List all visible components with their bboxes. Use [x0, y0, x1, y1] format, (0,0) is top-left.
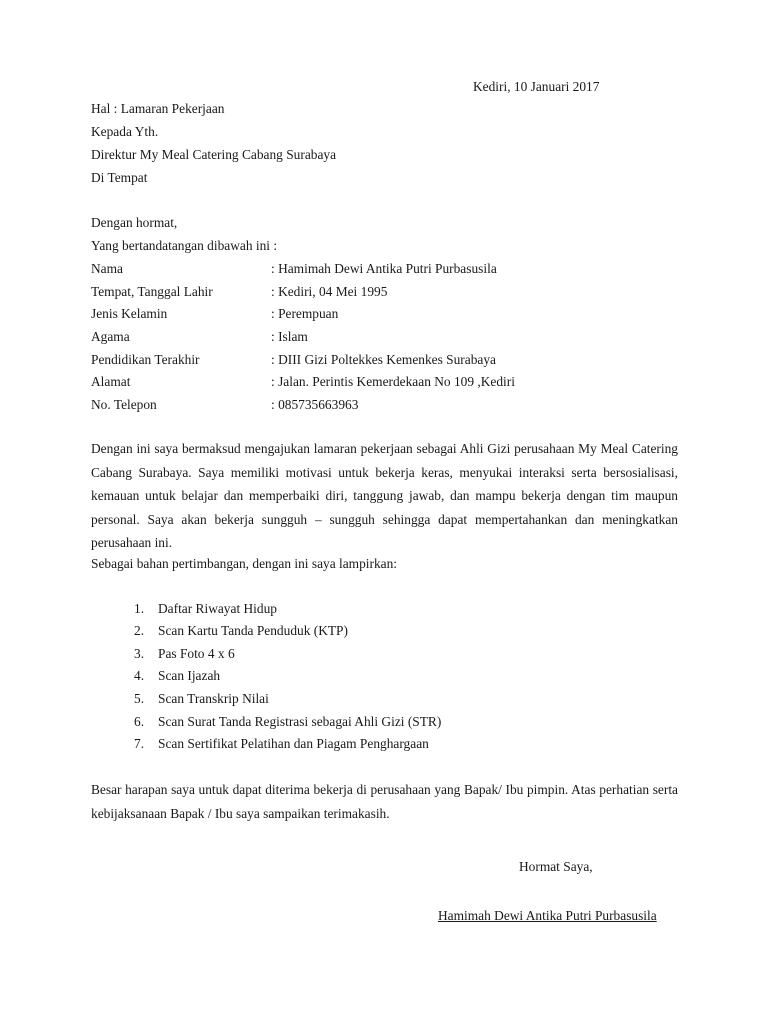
body-paragraph: Dengan ini saya bermaksud mengajukan lamaran pekerjaan sebagai Ahli Gizi perusahaan My Meal Catering Cabang Surabaya. Saya memiliki motivasi untuk bekerja keras, menyukai interaksi serta bersosialisasi, kemauan untuk belajar dan memperbaiki diri, tanggung jawab, dan mampu bekerja dengan tim maupun personal. Saya akan bekerja sungguh – sungguh sehingga dapat mempertahankan dan meningkatkan perusahaan ini.: [91, 441, 678, 551]
list-text: Scan Kartu Tanda Penduduk (KTP): [158, 623, 348, 638]
list-number: 3.: [134, 646, 145, 661]
info-label: Nama: [91, 261, 123, 276]
list-text: Scan Ijazah: [158, 668, 221, 683]
closing-paragraph: Besar harapan saya untuk dapat diterima bekerja di perusahaan yang Bapak/ Ibu pimpin. Atas perhatian serta kebijaksanaan Bapak / Ibu saya sampaikan terimakasih.: [91, 782, 678, 821]
consideration-line: Sebagai bahan pertimbangan, dengan ini saya lampirkan:: [91, 556, 398, 571]
info-value: : Islam: [271, 329, 308, 344]
list-number: 6.: [134, 714, 145, 729]
info-value: : Perempuan: [271, 306, 339, 321]
list-number: 2.: [134, 623, 145, 638]
list-text: Scan Surat Tanda Registrasi sebagai Ahli Gizi (STR): [158, 714, 442, 729]
closing-regards: Hormat Saya,: [519, 859, 593, 874]
list-number: 7.: [134, 736, 145, 751]
info-value: : 085735663963: [271, 397, 359, 412]
salutation: Dengan hormat,: [91, 215, 178, 230]
list-text: Daftar Riwayat Hidup: [158, 601, 277, 616]
info-label: Jenis Kelamin: [91, 306, 168, 321]
list-number: 4.: [134, 668, 145, 683]
info-label: Pendidikan Terakhir: [91, 352, 200, 367]
recipient-place: Di Tempat: [91, 170, 148, 185]
subject-line: Hal : Lamaran Pekerjaan: [91, 101, 225, 116]
info-value: : DIII Gizi Poltekkes Kemenkes Surabaya: [271, 352, 496, 367]
info-label: Agama: [91, 329, 130, 344]
addressee-greeting: Kepada Yth.: [91, 124, 159, 139]
info-label: Tempat, Tanggal Lahir: [91, 284, 213, 299]
info-value: : Kediri, 04 Mei 1995: [271, 284, 388, 299]
letter-date: Kediri, 10 Januari 2017: [473, 79, 600, 94]
info-label: No. Telepon: [91, 397, 157, 412]
info-label: Alamat: [91, 374, 131, 389]
list-number: 5.: [134, 691, 145, 706]
intro-line: Yang bertandatangan dibawah ini :: [91, 238, 278, 253]
list-text: Scan Transkrip Nilai: [158, 691, 269, 706]
list-text: Scan Sertifikat Pelatihan dan Piagam Penghargaan: [158, 736, 429, 751]
info-value: : Hamimah Dewi Antika Putri Purbasusila: [271, 261, 497, 276]
recipient-name: Direktur My Meal Catering Cabang Surabaya: [91, 147, 337, 162]
info-value: : Jalan. Perintis Kemerdekaan No 109 ,Kediri: [271, 374, 515, 389]
list-text: Pas Foto 4 x 6: [158, 646, 235, 661]
list-number: 1.: [134, 601, 145, 616]
signature-name: Hamimah Dewi Antika Putri Purbasusila: [438, 908, 657, 923]
